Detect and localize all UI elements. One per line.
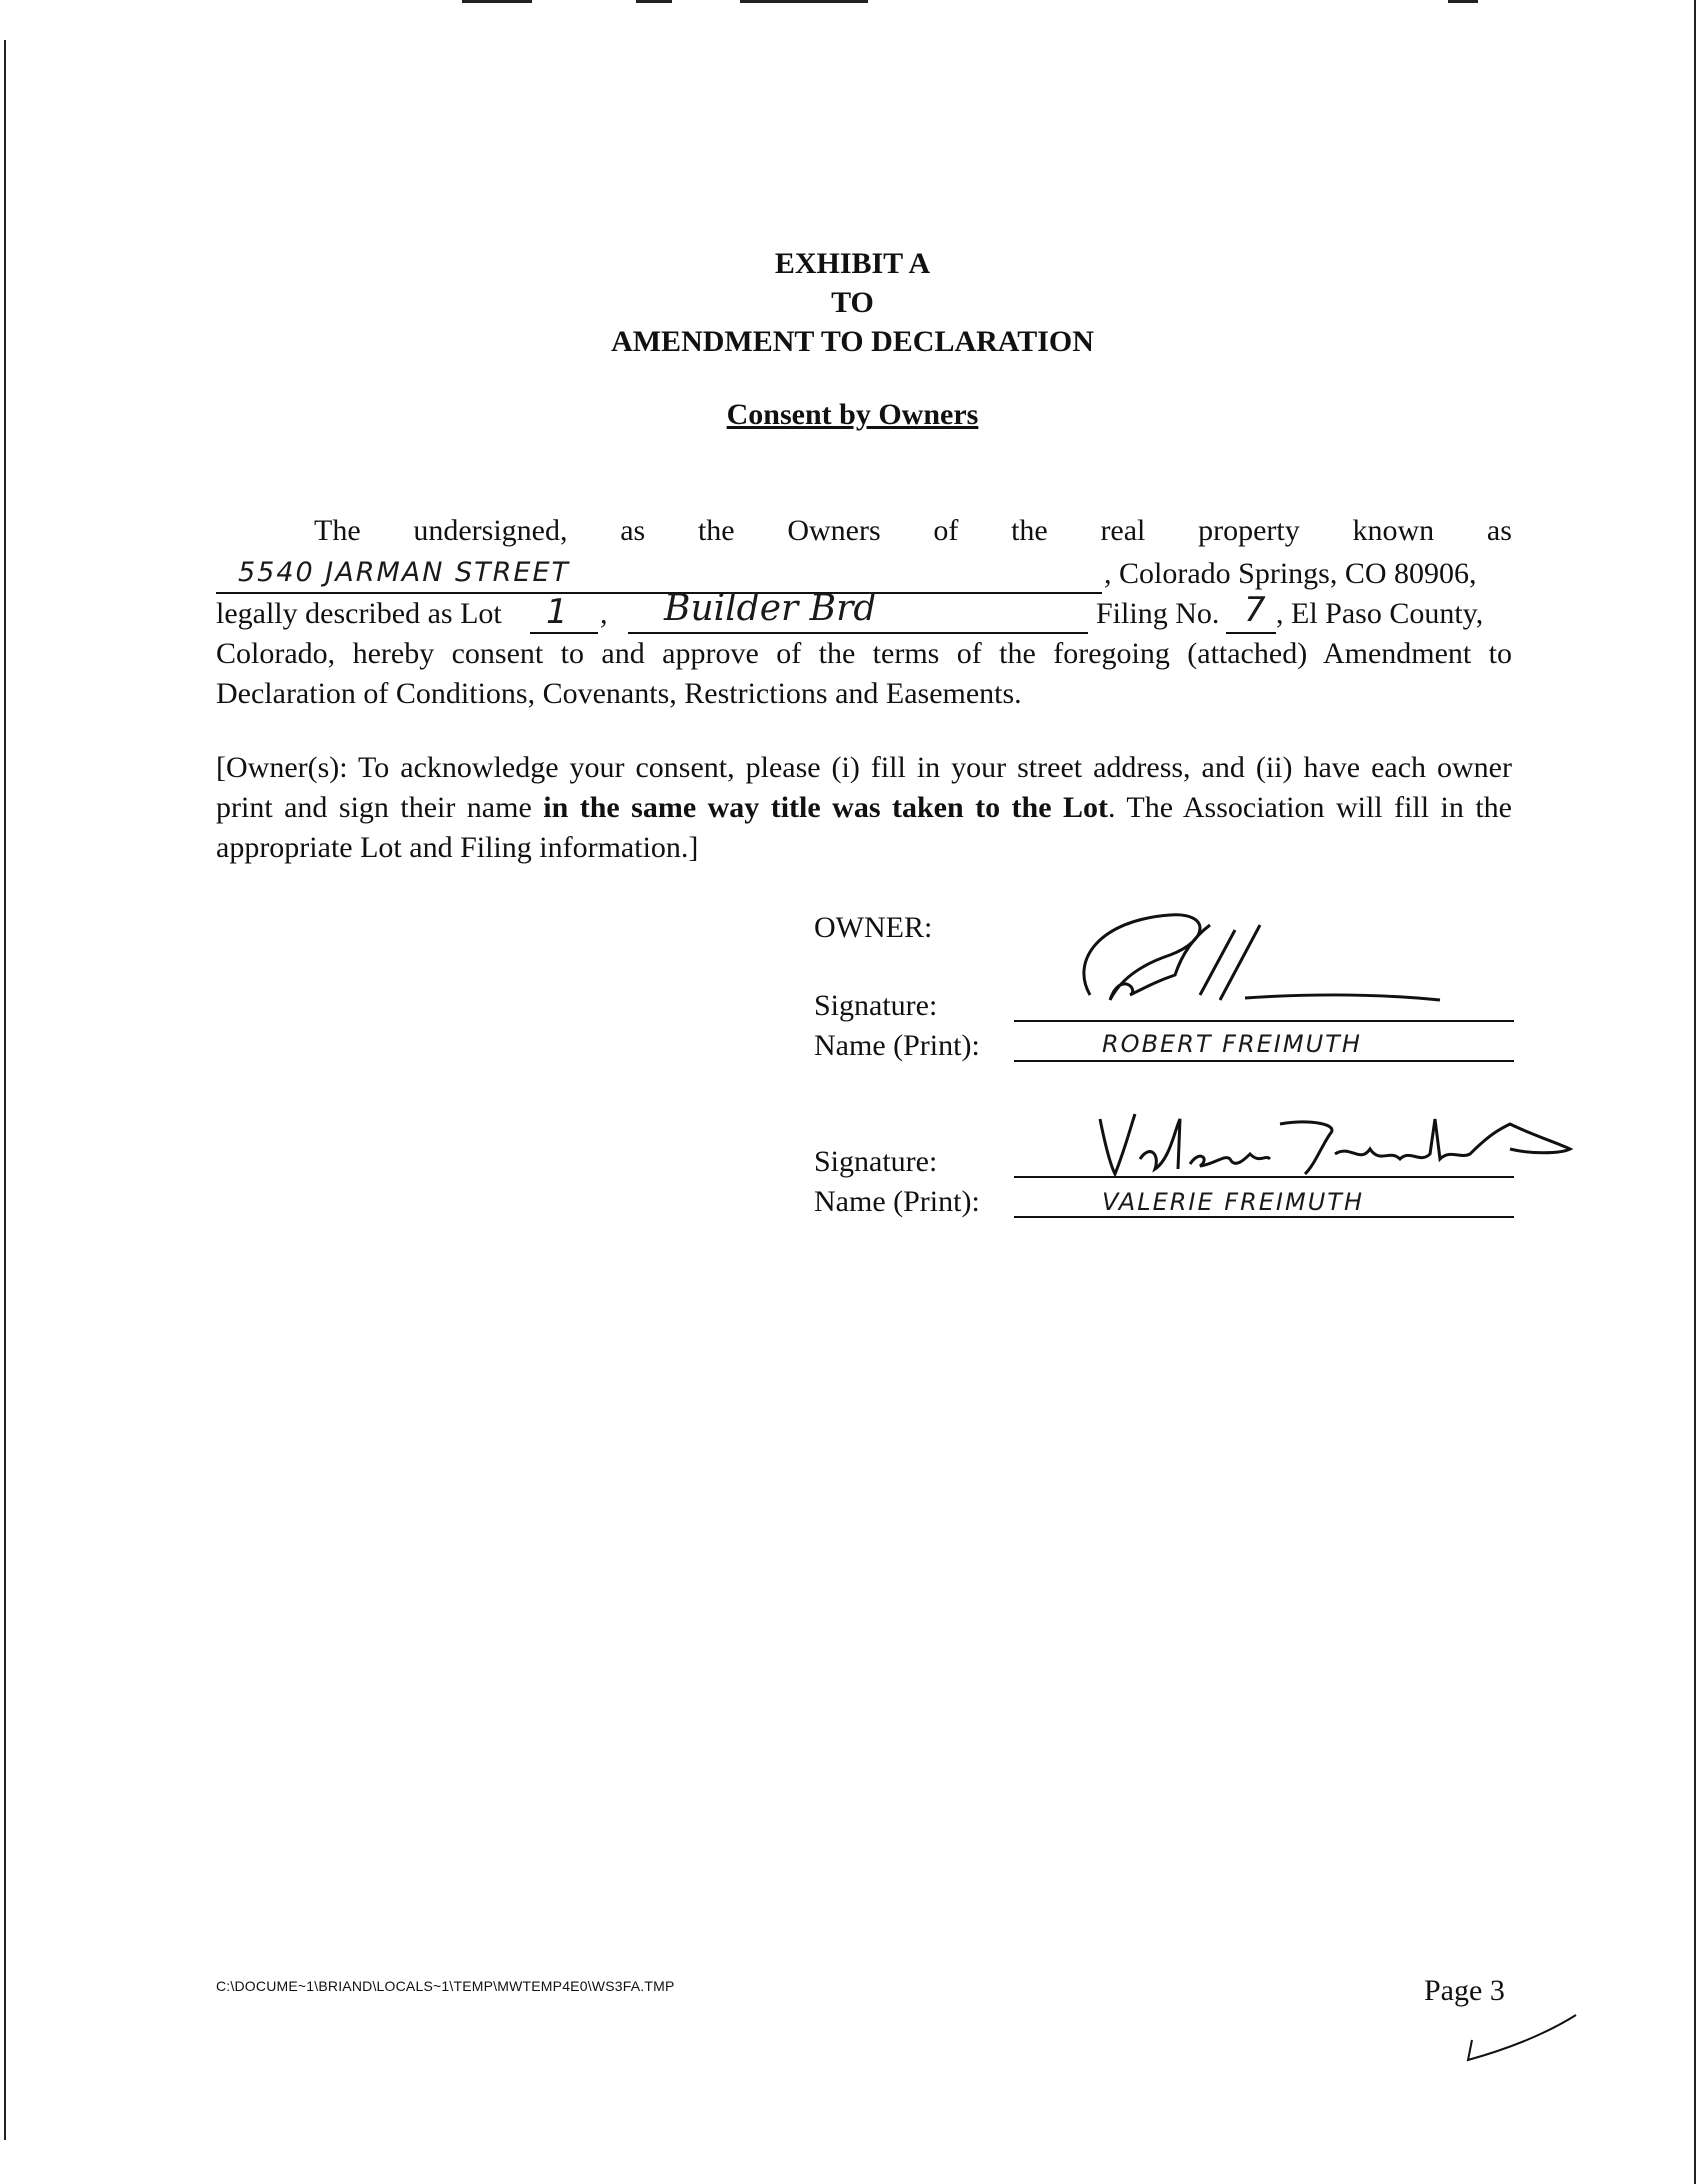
checkmark-mark	[1464, 2010, 1584, 2070]
name-line-1	[1014, 1060, 1514, 1062]
exhibit-heading: EXHIBIT A	[774, 247, 931, 280]
county-text: , El Paso County,	[1276, 597, 1484, 630]
paragraph-1-line-5: Declaration of Conditions, Covenants, Restrictions and Easements.	[216, 677, 1022, 710]
street-address-handwritten: 5540 JARMAN STREET	[238, 557, 571, 588]
to-heading: TO	[831, 286, 874, 319]
paragraph-1-line-4: Colorado, hereby consent to and approve of the terms of the foregoing (attached) Amendment to	[216, 637, 1512, 670]
owner1-signature	[1060, 900, 1460, 1020]
file-path-footer: C:\DOCUME~1\BRIAND\LOCALS~1\TEMP\MWTEMP4E0\WS3FA.TMP	[216, 1978, 675, 1994]
page-number: Page 3	[1424, 1974, 1505, 2007]
signature-label-1: Signature:	[814, 989, 938, 1022]
filing-number-handwritten: 7	[1244, 590, 1266, 630]
name-label-2: Name (Print):	[814, 1185, 980, 1218]
scan-artifact	[740, 0, 868, 3]
signature-line-1	[1014, 1020, 1514, 1022]
legally-described-label: legally described as Lot	[216, 597, 502, 630]
owner2-name-handwritten: VALERIE FREIMUTH	[1102, 1188, 1364, 1216]
owner2-signature	[1090, 1104, 1590, 1184]
consent-title: Consent by Owners	[726, 398, 979, 431]
instructions-paragraph: [Owner(s): To acknowledge your consent, please (i) fill in your street address, and (ii) have each owner print and sign their name in the same way title was taken to the Lot. The Association will fill in the appropriate Lot and Filing information.]	[216, 751, 1513, 864]
subdivision-handwritten: Builder Brd	[664, 588, 877, 629]
signature-line-2	[1014, 1176, 1514, 1178]
lot-number-handwritten: 1	[546, 592, 568, 632]
amendment-heading: AMENDMENT TO DECLARATION	[611, 325, 1094, 358]
city-state-zip: , Colorado Springs, CO 80906,	[1104, 557, 1477, 590]
scan-artifact	[1448, 0, 1478, 3]
instructions-emphasis: in the same way title was taken to the Lot	[543, 791, 1108, 824]
owner1-name-handwritten: ROBERT FREIMUTH	[1102, 1030, 1362, 1058]
owner-label: OWNER:	[814, 911, 933, 944]
paragraph-1-line-1: The undersigned, as the Owners of the real property known as	[314, 514, 1512, 547]
scan-artifact	[636, 0, 672, 3]
filing-label: Filing No.	[1096, 597, 1220, 630]
name-label-1: Name (Print):	[814, 1029, 980, 1062]
scan-artifact	[462, 0, 532, 3]
lot-comma: ,	[600, 597, 608, 630]
signature-label-2: Signature:	[814, 1145, 938, 1178]
name-line-2	[1014, 1216, 1514, 1218]
